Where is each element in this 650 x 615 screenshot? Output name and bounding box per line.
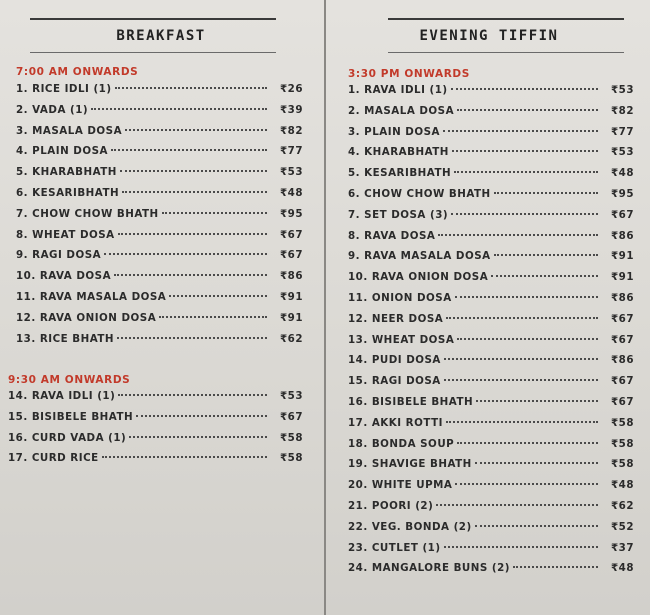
menu-item [8, 411, 303, 432]
menu-item [348, 438, 634, 459]
menu-item-price: ₹58 [280, 452, 303, 465]
menu-item [348, 188, 634, 209]
menu-item-name: 21. POORI (2) [348, 499, 434, 512]
menu-item-name: 14. RAVA IDLI (1) [8, 390, 116, 402]
menu-item-price: ₹86 [611, 291, 634, 304]
menu-item-price: ₹77 [280, 145, 303, 158]
dotted-leader [475, 462, 598, 464]
menu-item-name: 4. PLAIN DOSA [16, 145, 108, 158]
dotted-leader [438, 234, 598, 236]
menu-item-price: ₹82 [611, 104, 634, 117]
menu-item-price: ₹58 [280, 431, 303, 444]
dotted-leader [444, 546, 598, 548]
menu-item-price: ₹67 [611, 208, 634, 221]
menu-item-name: 8. WHEAT DOSA [16, 228, 115, 241]
dotted-leader [443, 130, 598, 132]
menu-item-price: ₹86 [611, 354, 634, 367]
menu-item [348, 230, 634, 251]
menu-item-name: 3. PLAIN DOSA [348, 125, 440, 138]
menu-item-name: 1. RICE IDLI (1) [16, 83, 112, 95]
menu-item-name: 11. RAVA MASALA DOSA [16, 290, 167, 303]
dotted-leader [169, 295, 267, 297]
dotted-leader [444, 379, 598, 381]
dotted-leader [475, 525, 598, 527]
menu-item-price: ₹95 [611, 187, 634, 200]
dotted-leader [114, 274, 267, 276]
menu-item-name: 19. SHAVIGE BHATH [348, 458, 472, 471]
menu-item [16, 187, 303, 208]
menu-item [16, 125, 303, 146]
dotted-leader [136, 415, 267, 417]
menu-item [16, 291, 303, 312]
dotted-leader [162, 212, 267, 214]
dotted-leader [118, 233, 267, 235]
dotted-leader [513, 566, 598, 568]
dotted-leader [452, 150, 598, 152]
menu-item-name: 1. RAVA IDLI (1) [348, 84, 448, 96]
dotted-leader [455, 296, 598, 298]
tiffin-items-list [348, 84, 634, 583]
menu-item [348, 562, 634, 583]
menu-item-price: ₹53 [611, 84, 634, 96]
menu-item-price: ₹58 [611, 458, 634, 471]
menu-item [348, 458, 634, 479]
menu-item-name: 3. MASALA DOSA [16, 124, 123, 137]
menu-item-price: ₹77 [611, 125, 634, 138]
menu-item [348, 167, 634, 188]
breakfast-bottom-rule [30, 52, 276, 53]
menu-item-price: ₹91 [611, 250, 634, 263]
dotted-leader [451, 213, 598, 215]
menu-item-price: ₹67 [611, 395, 634, 408]
dotted-leader [476, 400, 598, 402]
menu-item [16, 166, 303, 187]
menu-item-name: 15. BISIBELE BHATH [8, 410, 134, 423]
menu-item-price: ₹67 [611, 333, 634, 346]
menu-item [8, 432, 303, 453]
dotted-leader [455, 483, 598, 485]
menu-item-price: ₹82 [280, 124, 303, 137]
menu-item-name: 13. WHEAT DOSA [348, 333, 455, 346]
menu-item-name: 12. NEER DOSA [348, 312, 444, 325]
menu-item [16, 145, 303, 166]
dotted-leader [494, 192, 598, 194]
menu-item-price: ₹86 [611, 229, 634, 242]
tiffin-top-rule [388, 18, 624, 20]
menu-item-price: ₹91 [611, 271, 634, 284]
menu-item [348, 479, 634, 500]
menu-item-price: ₹91 [280, 311, 303, 324]
dotted-leader [102, 456, 267, 458]
dotted-leader [444, 358, 598, 360]
menu-item-name: 2. VADA (1) [16, 103, 89, 116]
menu-item [348, 354, 634, 375]
menu-item [348, 334, 634, 355]
menu-item [16, 333, 303, 354]
dotted-leader [125, 129, 267, 131]
menu-item-name: 16. CURD VADA (1) [8, 431, 127, 444]
menu-item [348, 126, 634, 147]
menu-item-price: ₹39 [280, 103, 303, 116]
menu-item-name: 7. CHOW CHOW BHATH [16, 207, 159, 220]
dotted-leader [120, 170, 267, 172]
menu-item-price: ₹37 [611, 541, 634, 554]
menu-item-price: ₹48 [280, 186, 303, 199]
menu-item-name: 14. PUDI DOSA [348, 354, 441, 367]
dotted-leader [494, 254, 598, 256]
menu-item [348, 292, 634, 313]
dotted-leader [457, 442, 598, 444]
dotted-leader [159, 316, 267, 318]
menu-item-price: ₹95 [280, 207, 303, 220]
dotted-leader [446, 421, 598, 423]
menu-item [348, 146, 634, 167]
menu-item [16, 229, 303, 250]
dotted-leader [446, 317, 598, 319]
breakfast-column [0, 0, 322, 615]
menu-item-name: 6. KESARIBHATH [16, 186, 120, 199]
menu-item-name: 8. RAVA DOSA [348, 229, 436, 242]
breakfast-section-heading-1: 7:00 AM ONWARDS [16, 66, 139, 78]
dotted-leader [454, 171, 598, 173]
dotted-leader [118, 394, 267, 396]
menu-item-name: 5. KESARIBHATH [348, 167, 452, 180]
menu-item-price: ₹53 [280, 390, 303, 402]
menu-item-price: ₹67 [280, 410, 303, 423]
dotted-leader [457, 338, 598, 340]
menu-item-price: ₹91 [280, 290, 303, 303]
breakfast-items-list-2 [8, 390, 303, 473]
menu-item-name: 9. RAGI DOSA [16, 249, 102, 262]
menu-item-name: 13. RICE BHATH [16, 332, 115, 345]
menu-item-name: 20. WHITE UPMA [348, 479, 453, 492]
dotted-leader [122, 191, 267, 193]
menu-item-name: 12. RAVA ONION DOSA [16, 311, 157, 324]
tiffin-title: EVENING TIFFIN [419, 28, 559, 44]
menu-item-price: ₹62 [280, 332, 303, 345]
menu-item-name: 16. BISIBELE BHATH [348, 395, 474, 408]
menu-item [348, 396, 634, 417]
breakfast-top-rule [30, 18, 276, 20]
menu-item-name: 9. RAVA MASALA DOSA [348, 250, 491, 263]
menu-item [348, 375, 634, 396]
menu-item [16, 270, 303, 291]
menu-item [16, 104, 303, 125]
tiffin-bottom-rule [388, 52, 624, 53]
menu-item-name: 22. VEG. BONDA (2) [348, 520, 472, 533]
menu-item-price: ₹67 [280, 228, 303, 241]
menu-item-name: 17. AKKI ROTTI [348, 416, 443, 429]
menu-item [348, 105, 634, 126]
menu-item [16, 312, 303, 333]
menu-item [348, 417, 634, 438]
dotted-leader [491, 275, 598, 277]
menu-item [8, 452, 303, 473]
menu-item-price: ₹48 [611, 167, 634, 180]
menu-item-name: 10. RAVA ONION DOSA [348, 271, 489, 284]
evening-tiffin-column [328, 0, 650, 615]
dotted-leader [111, 149, 267, 151]
menu-item [16, 83, 303, 104]
dotted-leader [115, 87, 267, 89]
menu-item [348, 209, 634, 230]
menu-item-name: 10. RAVA DOSA [16, 270, 112, 283]
menu-item-name: 11. ONION DOSA [348, 291, 452, 304]
menu-item-price: ₹67 [611, 375, 634, 388]
menu-item-name: 6. CHOW CHOW BHATH [348, 187, 491, 200]
menu-item-name: 15. RAGI DOSA [348, 375, 441, 388]
menu-item-name: 2. MASALA DOSA [348, 104, 455, 117]
menu-item-name: 5. KHARABHATH [16, 166, 117, 179]
menu-item-price: ₹67 [280, 249, 303, 262]
menu-item-price: ₹26 [280, 83, 303, 95]
menu-item [348, 313, 634, 334]
column-divider [324, 0, 326, 615]
dotted-leader [457, 109, 598, 111]
menu-item [16, 208, 303, 229]
dotted-leader [129, 436, 267, 438]
dotted-leader [117, 337, 267, 339]
dotted-leader [451, 88, 598, 90]
dotted-leader [91, 108, 267, 110]
breakfast-section-heading-2: 9:30 AM ONWARDS [8, 374, 131, 386]
menu-item-price: ₹48 [611, 479, 634, 492]
menu-item-name: 17. CURD RICE [8, 452, 99, 465]
menu-item-price: ₹58 [611, 416, 634, 429]
menu-item-price: ₹53 [280, 166, 303, 179]
menu-item-price: ₹67 [611, 312, 634, 325]
breakfast-items-list-1 [16, 83, 303, 353]
menu-item [348, 521, 634, 542]
menu-item-name: 4. KHARABHATH [348, 146, 449, 159]
menu-item-price: ₹86 [280, 270, 303, 283]
tiffin-section-heading: 3:30 PM ONWARDS [348, 68, 470, 80]
menu-item [348, 500, 634, 521]
menu-item [348, 250, 634, 271]
menu-item [348, 84, 634, 105]
menu-item [348, 542, 634, 563]
menu-item-name: 23. CUTLET (1) [348, 541, 441, 554]
menu-item-price: ₹52 [611, 520, 634, 533]
menu-item-name: 24. MANGALORE BUNS (2) [348, 562, 510, 575]
menu-item [348, 271, 634, 292]
menu-item-price: ₹53 [611, 146, 634, 159]
menu-item [16, 249, 303, 270]
menu-item-price: ₹58 [611, 437, 634, 450]
dotted-leader [436, 504, 598, 506]
menu-item [8, 390, 303, 411]
menu-item-price: ₹48 [611, 562, 634, 575]
menu-item-name: 7. SET DOSA (3) [348, 208, 449, 221]
menu-item-price: ₹62 [611, 499, 634, 512]
menu-item-name: 18. BONDA SOUP [348, 437, 455, 450]
dotted-leader [104, 253, 267, 255]
breakfast-title: BREAKFAST [116, 28, 206, 44]
